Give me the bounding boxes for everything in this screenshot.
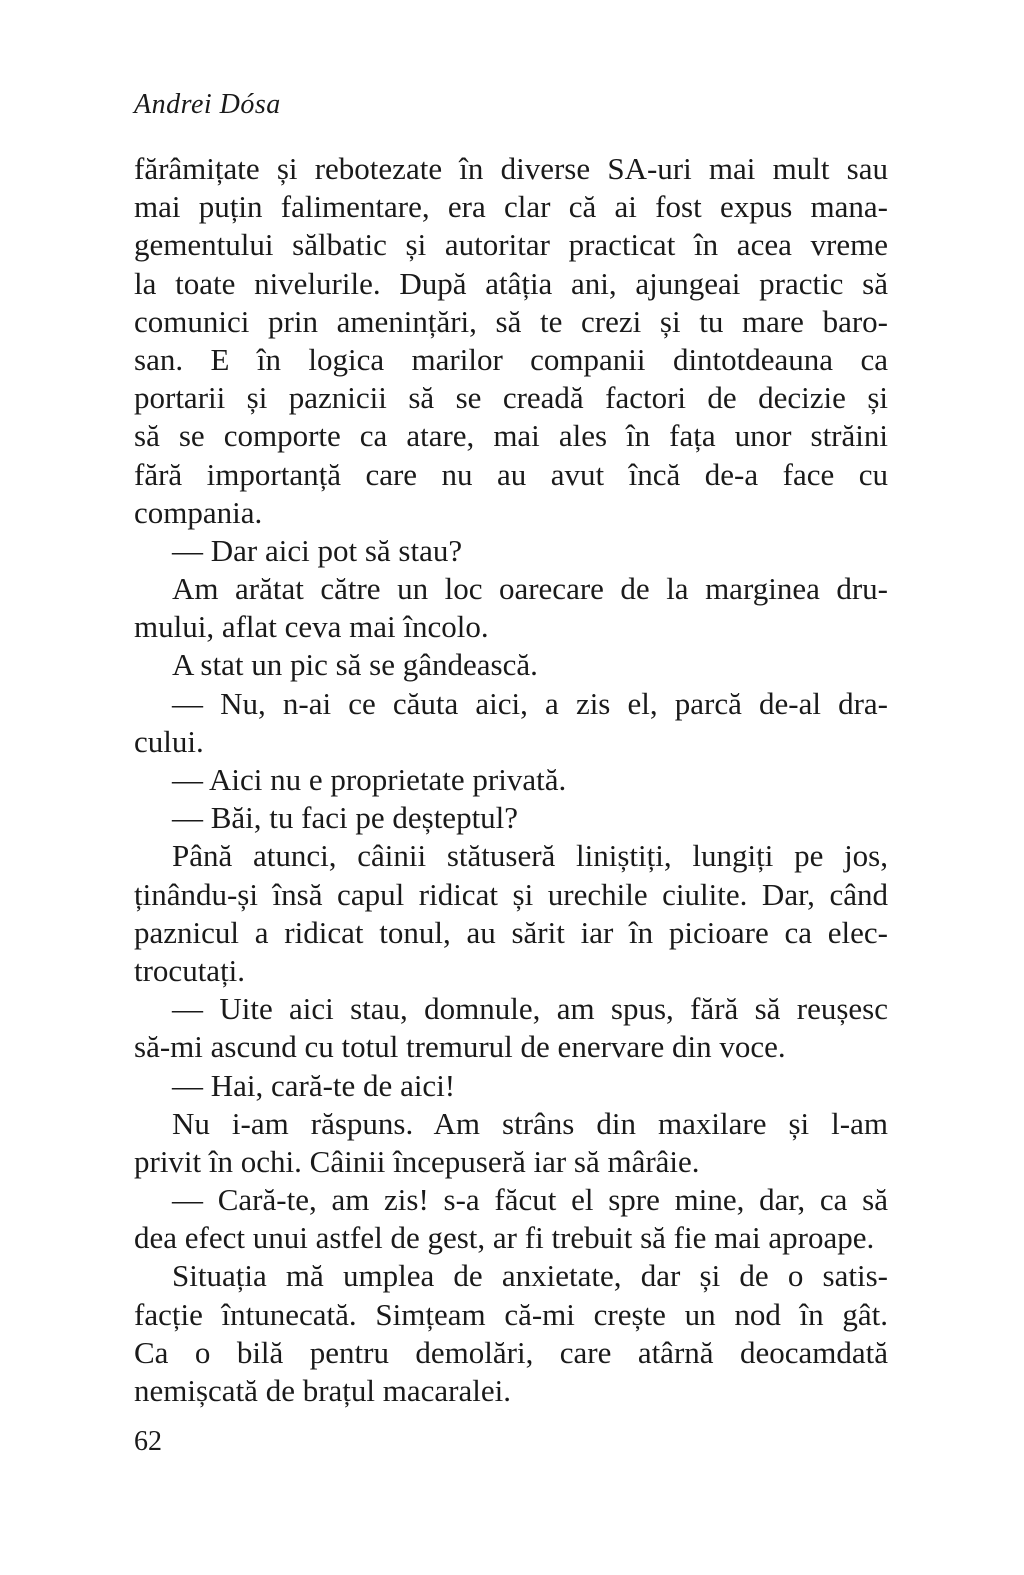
text-line: portarii și paznicii să se creadă factori de decizie și — [134, 380, 888, 416]
text-line: cului. — [134, 723, 204, 759]
text-line: — Hai, cară-te de aici! — [172, 1067, 456, 1103]
page-number: 62 — [134, 1426, 162, 1457]
text-line: — Aici nu e proprietate privată. — [172, 762, 567, 797]
text-line: Până atunci, câinii stătuseră liniștiți, lungiți pe jos, — [172, 838, 888, 874]
text-line: trocutați. — [134, 952, 246, 988]
running-header-author: Andrei Dósa — [134, 89, 281, 120]
text-line: comunici prin amenințări, să te crezi și tu mare baro- — [134, 303, 888, 339]
text-line: mului, aflat ceva mai încolo. — [134, 609, 489, 645]
text-line: compania. — [134, 494, 263, 530]
text-line: să-mi ascund cu totul tremurul de enervare din voce. — [134, 1029, 786, 1065]
text-line: — Nu, n-ai ce căuta aici, a zis el, parcă de-al dra- — [172, 685, 888, 721]
text-line: Situația mă umplea de anxietate, dar și de o satis- — [172, 1258, 888, 1294]
text-line: Ca o bilă pentru demolări, care atârnă deocamdată — [134, 1334, 888, 1370]
text-line: — Dar aici pot să stau? — [172, 532, 463, 568]
text-line: — Băi, tu faci pe deșteptul? — [172, 800, 519, 836]
text-line: dea efect unui astfel de gest, ar fi trebuit să fie mai aproape. — [134, 1220, 875, 1256]
text-line: nemișcată de brațul macaralei. — [134, 1373, 511, 1408]
text-line: la toate nivelurile. După atâția ani, ajungeai practic să — [134, 265, 888, 301]
text-line: gementului sălbatic și autoritar practicat în acea vreme — [134, 227, 888, 263]
text-line: — Cară-te, am zis! s-a făcut el spre mine, dar, ca să — [172, 1182, 888, 1218]
text-line: Nu i-am răspuns. Am strâns din maxilare și l-am — [172, 1105, 888, 1141]
text-line: facție întunecată. Simțeam că-mi crește un nod în gât. — [134, 1296, 888, 1332]
text-line: fărâmițate și rebotezate în diverse SA-uri mai mult sau — [134, 151, 888, 186]
text-line: privit în ochi. Câinii începuseră iar să mârâie. — [134, 1143, 700, 1179]
body-text — [134, 150, 888, 1410]
text-line: san. E în logica marilor companii dintotdeauna ca — [134, 341, 888, 377]
text-line: ținându-și însă capul ridicat și urechile ciulite. Dar, când — [134, 876, 888, 912]
text-line: să se comporte ca atare, mai ales în fața unor străini — [134, 418, 888, 454]
text-line: A stat un pic să se gândească. — [172, 647, 538, 683]
text-line: fără importanță care nu au avut încă de-a face cu — [134, 456, 888, 492]
text-line: Am arătat către un loc oarecare de la marginea dru- — [172, 571, 888, 607]
text-line: mai puțin falimentare, era clar că ai fost expus mana- — [134, 189, 888, 225]
text-line: paznicul a ridicat tonul, au sărit iar în picioare ca elec- — [134, 914, 888, 950]
text-line: — Uite aici stau, domnule, am spus, fără să reușesc — [172, 991, 888, 1027]
